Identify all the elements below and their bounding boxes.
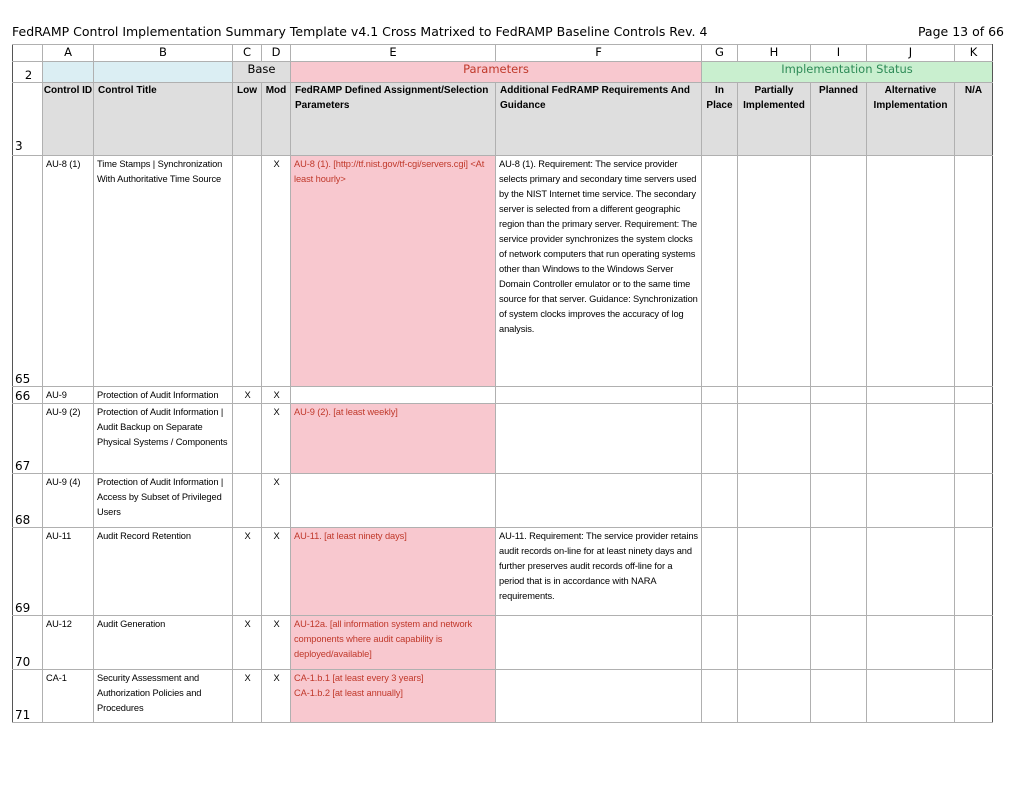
control-title-cell: Audit Generation — [94, 616, 233, 670]
document-title: FedRAMP Control Implementation Summary Template v4.1 Cross Matrixed to FedRAMP Baseline Controls Rev. 4 — [12, 24, 708, 39]
parameters-cell: AU-12a. [all information system and network components where audit capability is deployed/available] — [291, 616, 496, 670]
alternative-implementation-cell — [867, 404, 955, 474]
partially-implemented-cell — [738, 474, 811, 528]
heading-na: N/A — [955, 83, 993, 156]
band-parameters: Parameters — [291, 62, 702, 83]
additional-requirements-cell — [496, 474, 702, 528]
additional-requirements-cell: AU-11. Requirement: The service provider retains audit records on-line for at least ninety days and further preserves audit records off-line for a period that is in accordance with NARA requirements. — [496, 528, 702, 616]
mod-cell: X — [262, 670, 291, 723]
band-implementation-status: Implementation Status — [702, 62, 993, 83]
parameters-cell: AU-11. [at least ninety days] — [291, 528, 496, 616]
heading-planned: Planned — [811, 83, 867, 156]
na-cell — [955, 670, 993, 723]
band-blank-a — [43, 62, 94, 83]
col-letter-k: K — [955, 45, 993, 62]
na-cell — [955, 387, 993, 404]
row-number: 65 — [13, 156, 43, 387]
planned-cell — [811, 616, 867, 670]
col-letter-d: D — [262, 45, 291, 62]
band-blank-b — [94, 62, 233, 83]
low-cell: X — [233, 387, 262, 404]
col-letter-e: E — [291, 45, 496, 62]
heading-partially-implemented: Partially Implemented — [738, 83, 811, 156]
table-row — [13, 474, 993, 528]
mod-cell: X — [262, 404, 291, 474]
additional-requirements-cell — [496, 670, 702, 723]
heading-defined-parameters: FedRAMP Defined Assignment/Selection Parameters — [291, 83, 496, 156]
parameters-cell: AU-8 (1). [http://tf.nist.gov/tf-cgi/servers.cgi] <At least hourly> — [291, 156, 496, 387]
control-id-cell: AU-11 — [43, 528, 94, 616]
na-cell — [955, 404, 993, 474]
partially-implemented-cell — [738, 404, 811, 474]
control-title-cell: Protection of Audit Information — [94, 387, 233, 404]
col-letter-f: F — [496, 45, 702, 62]
table-row — [13, 404, 993, 474]
band-base: Base — [233, 62, 291, 83]
na-cell — [955, 474, 993, 528]
in-place-cell — [702, 528, 738, 616]
heading-alternative-implementation: Alternative Implementation — [867, 83, 955, 156]
control-title-cell: Security Assessment and Authorization Policies and Procedures — [94, 670, 233, 723]
additional-requirements-cell: AU-8 (1). Requirement: The service provider selects primary and secondary time servers used by the NIST Internet time service. The secondary server is selected from a different geographic region than the primary server. Requirement: The service provider synchronizes the system clocks of network computers that run operating systems other than Windows to the Windows Server Domain Controller emulator or to the same time source for that server. Guidance: Synchronization of system clocks improves the accuracy of log analysis. — [496, 156, 702, 387]
row-number: 67 — [13, 404, 43, 474]
table-row — [13, 156, 993, 387]
row-number: 2 — [13, 62, 43, 83]
planned-cell — [811, 670, 867, 723]
partially-implemented-cell — [738, 616, 811, 670]
alternative-implementation-cell — [867, 616, 955, 670]
in-place-cell — [702, 616, 738, 670]
col-letter-i: I — [811, 45, 867, 62]
control-title-cell: Audit Record Retention — [94, 528, 233, 616]
col-letter-a: A — [43, 45, 94, 62]
alternative-implementation-cell — [867, 670, 955, 723]
partially-implemented-cell — [738, 156, 811, 387]
control-id-cell: AU-9 (4) — [43, 474, 94, 528]
heading-low: Low — [233, 83, 262, 156]
column-letters-row — [13, 45, 993, 62]
low-cell — [233, 404, 262, 474]
mod-cell: X — [262, 616, 291, 670]
col-letter-h: H — [738, 45, 811, 62]
row-number: 69 — [13, 528, 43, 616]
col-letter-b: B — [94, 45, 233, 62]
alternative-implementation-cell — [867, 474, 955, 528]
low-cell: X — [233, 528, 262, 616]
control-id-cell: CA-1 — [43, 670, 94, 723]
control-id-cell: AU-9 (2) — [43, 404, 94, 474]
heading-control-title: Control Title — [94, 83, 233, 156]
in-place-cell — [702, 156, 738, 387]
row-number: 70 — [13, 616, 43, 670]
low-cell: X — [233, 670, 262, 723]
partially-implemented-cell — [738, 528, 811, 616]
heading-in-place: In Place — [702, 83, 738, 156]
mod-cell: X — [262, 528, 291, 616]
control-id-cell: AU-12 — [43, 616, 94, 670]
row-number: 71 — [13, 670, 43, 723]
column-headings-row — [13, 83, 993, 156]
row-number: 66 — [13, 387, 43, 404]
alternative-implementation-cell — [867, 387, 955, 404]
parameters-cell: CA-1.b.1 [at least every 3 years] CA-1.b.2 [at least annually] — [291, 670, 496, 723]
low-cell — [233, 474, 262, 528]
control-title-cell: Protection of Audit Information | Access by Subset of Privileged Users — [94, 474, 233, 528]
heading-mod: Mod — [262, 83, 291, 156]
additional-requirements-cell — [496, 404, 702, 474]
mod-cell: X — [262, 156, 291, 387]
parameters-cell — [291, 474, 496, 528]
control-id-cell: AU-8 (1) — [43, 156, 94, 387]
planned-cell — [811, 404, 867, 474]
in-place-cell — [702, 404, 738, 474]
mod-cell: X — [262, 387, 291, 404]
alternative-implementation-cell — [867, 528, 955, 616]
table-row — [13, 670, 993, 723]
na-cell — [955, 156, 993, 387]
partially-implemented-cell — [738, 670, 811, 723]
na-cell — [955, 616, 993, 670]
alternative-implementation-cell — [867, 156, 955, 387]
table-row — [13, 387, 993, 404]
row-number: 68 — [13, 474, 43, 528]
corner-cell — [13, 45, 43, 62]
col-letter-c: C — [233, 45, 262, 62]
planned-cell — [811, 156, 867, 387]
low-cell — [233, 156, 262, 387]
planned-cell — [811, 474, 867, 528]
page-number: Page 13 of 66 — [917, 24, 1004, 39]
row-number: 3 — [13, 83, 43, 156]
partially-implemented-cell — [738, 387, 811, 404]
in-place-cell — [702, 387, 738, 404]
control-id-cell: AU-9 — [43, 387, 94, 404]
planned-cell — [811, 387, 867, 404]
low-cell: X — [233, 616, 262, 670]
control-matrix-table — [12, 44, 993, 723]
col-letter-g: G — [702, 45, 738, 62]
section-band-row — [13, 62, 993, 83]
additional-requirements-cell — [496, 387, 702, 404]
in-place-cell — [702, 474, 738, 528]
planned-cell — [811, 528, 867, 616]
heading-additional-requirements: Additional FedRAMP Requirements And Guidance — [496, 83, 702, 156]
heading-control-id: Control ID — [43, 83, 94, 156]
in-place-cell — [702, 670, 738, 723]
na-cell — [955, 528, 993, 616]
parameters-cell — [291, 387, 496, 404]
mod-cell: X — [262, 474, 291, 528]
control-title-cell: Time Stamps | Synchronization With Authoritative Time Source — [94, 156, 233, 387]
table-row — [13, 616, 993, 670]
parameters-cell: AU-9 (2). [at least weekly] — [291, 404, 496, 474]
table-row — [13, 528, 993, 616]
control-title-cell: Protection of Audit Information | Audit Backup on Separate Physical Systems / Components — [94, 404, 233, 474]
col-letter-j: J — [867, 45, 955, 62]
additional-requirements-cell — [496, 616, 702, 670]
